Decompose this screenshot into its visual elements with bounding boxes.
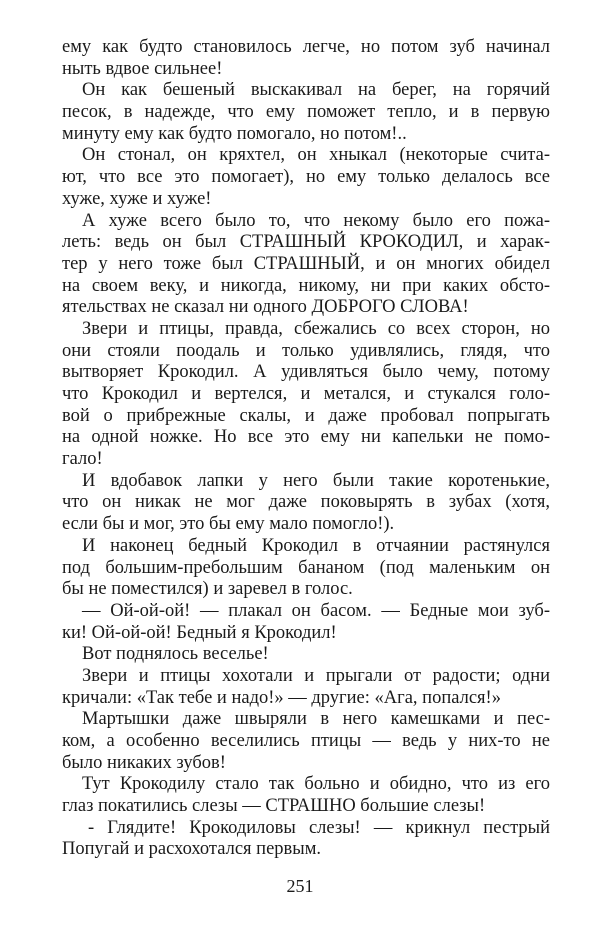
- page-number: 251: [286, 876, 314, 896]
- text-line: — Ой-ой-ой! — плакал он басом. — Бедные мои зуб-: [82, 600, 550, 621]
- text-line: Он как бешеный выскакивал на берег, на горячий: [82, 80, 550, 101]
- text-line: бы не поместился) и заревел в голос.: [62, 579, 353, 600]
- paragraph: [62, 536, 550, 601]
- text-line: ятельствах не сказал ни одного ДОБРОГО СЛОВА!: [62, 297, 469, 318]
- text-line: если бы и мог, это бы ему мало помогло!).: [62, 514, 395, 535]
- text-line: Тут Крокодилу стало так больно и обидно, что из его: [82, 774, 550, 795]
- paragraph: [62, 644, 550, 666]
- text-line: Он стонал, он кряхтел, он хныкал (некоторые счита-: [82, 145, 550, 166]
- text-line: глаз покатились слезы — СТРАШНО большие слезы!: [62, 796, 486, 817]
- paragraph: [62, 319, 550, 471]
- text-line: ком, а особенно веселились птицы — ведь у них-то не: [62, 731, 550, 751]
- paragraph: [62, 818, 550, 861]
- text-line: тер у него тоже был СТРАШНЫЙ, и он многих обидел: [62, 253, 550, 274]
- text-line: на своем веку, и никогда, никому, ни при каких обсто-: [62, 275, 550, 296]
- text-line: И вдобавок лапки у него были такие коротенькие,: [82, 470, 550, 491]
- text-line: вытворяет Крокодил. А удивляться было чему, потому: [62, 362, 550, 383]
- paragraph: [62, 211, 550, 319]
- text-line: Вот поднялось веселье!: [82, 644, 269, 665]
- text-line: было никаких зубов!: [62, 752, 226, 773]
- paragraph: [62, 774, 550, 817]
- text-line: песок, в надежде, что ему поможет тепло, и в первую: [62, 102, 550, 123]
- paragraph: [62, 601, 550, 644]
- text-line: И наконец бедный Крокодил в отчаянии растянулся: [82, 535, 550, 556]
- paragraph: [62, 709, 550, 774]
- text-line: гало!: [62, 449, 103, 470]
- text-line: Мартышки даже швыряли в него камешками и пес-: [82, 709, 550, 730]
- text-line: ему как будто становилось легче, но потом зуб начинал: [62, 37, 550, 57]
- text-line: что он никак не мог даже поковырять в зубах (хотя,: [62, 492, 550, 513]
- paragraph: [62, 145, 550, 210]
- text-line: под большим-пребольшим бананом (под маленьким он: [62, 557, 550, 578]
- text-line: ныть вдвое сильнее!: [62, 58, 223, 79]
- text-line: - Глядите! Крокодиловы слезы! — крикнул пестрый: [88, 817, 550, 838]
- text-line: вой о прибрежные скалы, и даже пробовал попрыгать: [62, 405, 550, 426]
- text-line: Попугай и расхохотался первым.: [62, 839, 322, 860]
- paragraph: [62, 37, 550, 80]
- text-line: ки! Ой-ой-ой! Бедный я Крокодил!: [62, 622, 337, 643]
- text-line: они стояли поодаль и только удивлялись, глядя, что: [62, 340, 550, 361]
- text-line: кричали: «Так тебе и надо!» — другие: «Ага, попался!»: [62, 687, 501, 708]
- text-line: минуту ему как будто помогало, но потом!..: [62, 123, 407, 144]
- paragraph: [62, 80, 550, 145]
- text-line: ют, что все это помогает), но ему только делалось все: [62, 167, 550, 188]
- book-page-text: [62, 37, 550, 861]
- paragraph: [62, 666, 550, 709]
- paragraph: [62, 471, 550, 536]
- text-line: что Крокодил и вертелся, и метался, и стукался голо-: [62, 384, 550, 404]
- text-line: Звери и птицы, правда, сбежались со всех сторон, но: [82, 318, 550, 339]
- text-line: на одной ножке. Но все это ему ни капельки не помо-: [62, 427, 550, 448]
- text-line: А хуже всего было то, что некому было его пожа-: [82, 210, 550, 231]
- text-line: хуже, хуже и хуже!: [62, 188, 212, 209]
- text-line: леть: ведь он был СТРАШНЫЙ КРОКОДИЛ, и харак-: [62, 232, 550, 253]
- text-line: Звери и птицы хохотали и прыгали от радости; одни: [82, 665, 550, 686]
